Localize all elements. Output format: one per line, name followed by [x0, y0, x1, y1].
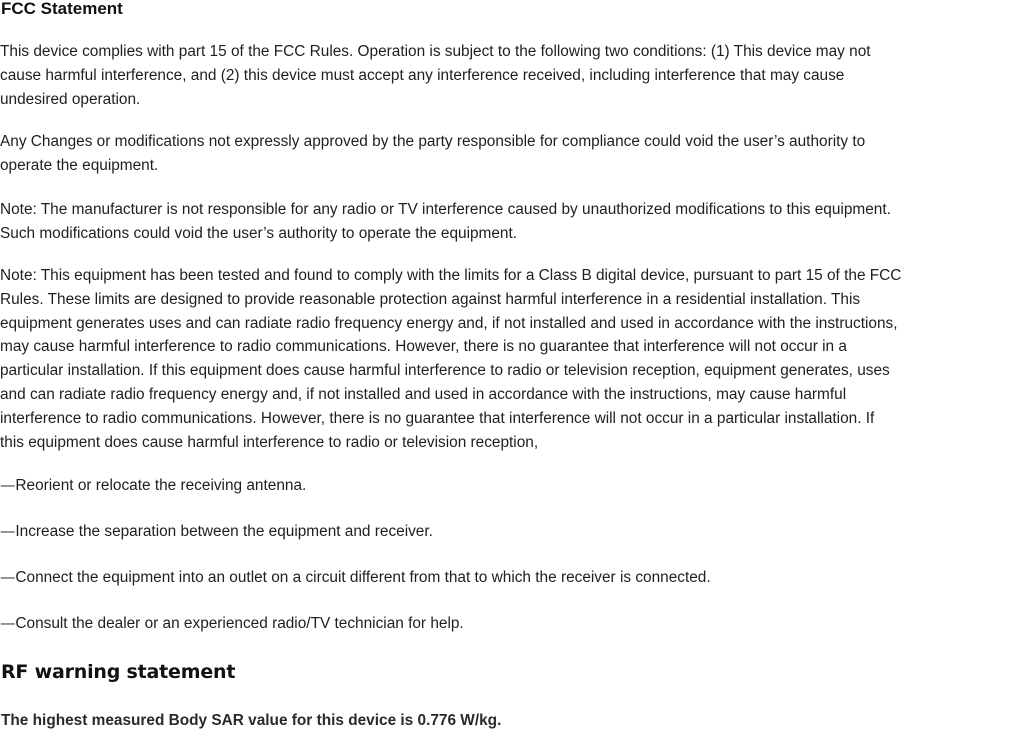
dash-bullet: — — [0, 522, 16, 540]
paragraph-line: interference to radio communications. However, there is no guarantee that interference will not occur in a particular installation. If — [0, 409, 875, 427]
paragraph-line: undesired operation. — [0, 90, 141, 108]
rf-warning-heading: RF warning statement — [1, 661, 236, 683]
paragraph-line: particular installation. If this equipment does cause harmful interference to radio or television reception, equipment generates, uses — [0, 362, 890, 380]
paragraph-line: cause harmful interference, and (2) this device must accept any interference received, including interference that may cause — [0, 66, 845, 84]
dash-bullet: — — [0, 476, 16, 494]
measure-text: Increase the separation between the equipment and receiver. — [15, 523, 433, 540]
paragraph-line: operate the equipment. — [0, 156, 159, 174]
measure-list-item — [0, 520, 433, 543]
measure-text: Reorient or relocate the receiving antenna. — [15, 477, 307, 494]
paragraph-line: Note: The manufacturer is not responsible for any radio or TV interference caused by unauthorized modifications to this equipment. — [0, 201, 891, 218]
measure-list-item — [0, 474, 306, 497]
sar-value-statement: The highest measured Body SAR value for this device is 0.776 W/kg. — [1, 712, 502, 729]
fcc-statement-heading: FCC Statement — [1, 0, 123, 18]
paragraph-line: This device complies with part 15 of the FCC Rules. Operation is subject to the following two conditions: (1) This device may not — [0, 43, 871, 60]
paragraph-line: equipment generates uses and can radiate radio frequency energy and, if not installed and used in accordance with the instructions, — [0, 314, 898, 332]
paragraph-line: Rules. These limits are designed to provide reasonable protection against harmful interference in a residential installation. This — [0, 290, 861, 308]
measure-list-item — [0, 612, 464, 635]
paragraph-line: this equipment does cause harmful interference to radio or television reception, — [0, 433, 539, 451]
compliance-paragraph — [0, 40, 871, 111]
measure-text: Consult the dealer or an experienced radio/TV technician for help. — [15, 615, 464, 632]
paragraph-line: and can radiate radio frequency energy and, if not installed and used in accordance with the instructions, may cause harmful — [0, 385, 847, 403]
dash-bullet: — — [0, 568, 16, 586]
modifications-paragraph — [0, 130, 865, 178]
paragraph-line: may cause harmful interference to radio communications. However, there is no guarantee that interference will not occur in a — [0, 338, 847, 356]
class-b-note-paragraph — [0, 264, 901, 454]
paragraph-line: Any Changes or modifications not expressly approved by the party responsible for compliance could void the user’s authority to — [0, 133, 866, 150]
measure-text: Connect the equipment into an outlet on a circuit different from that to which the receiver is connected. — [15, 569, 711, 586]
paragraph-line: Such modifications could void the user’s authority to operate the equipment. — [0, 224, 518, 242]
dash-bullet: — — [0, 614, 16, 632]
measure-list-item — [0, 566, 711, 589]
paragraph-line: Note: This equipment has been tested and found to comply with the limits for a Class B digital device, pursuant to part 15 of the FCC — [0, 267, 902, 284]
manufacturer-note-paragraph — [0, 198, 891, 246]
